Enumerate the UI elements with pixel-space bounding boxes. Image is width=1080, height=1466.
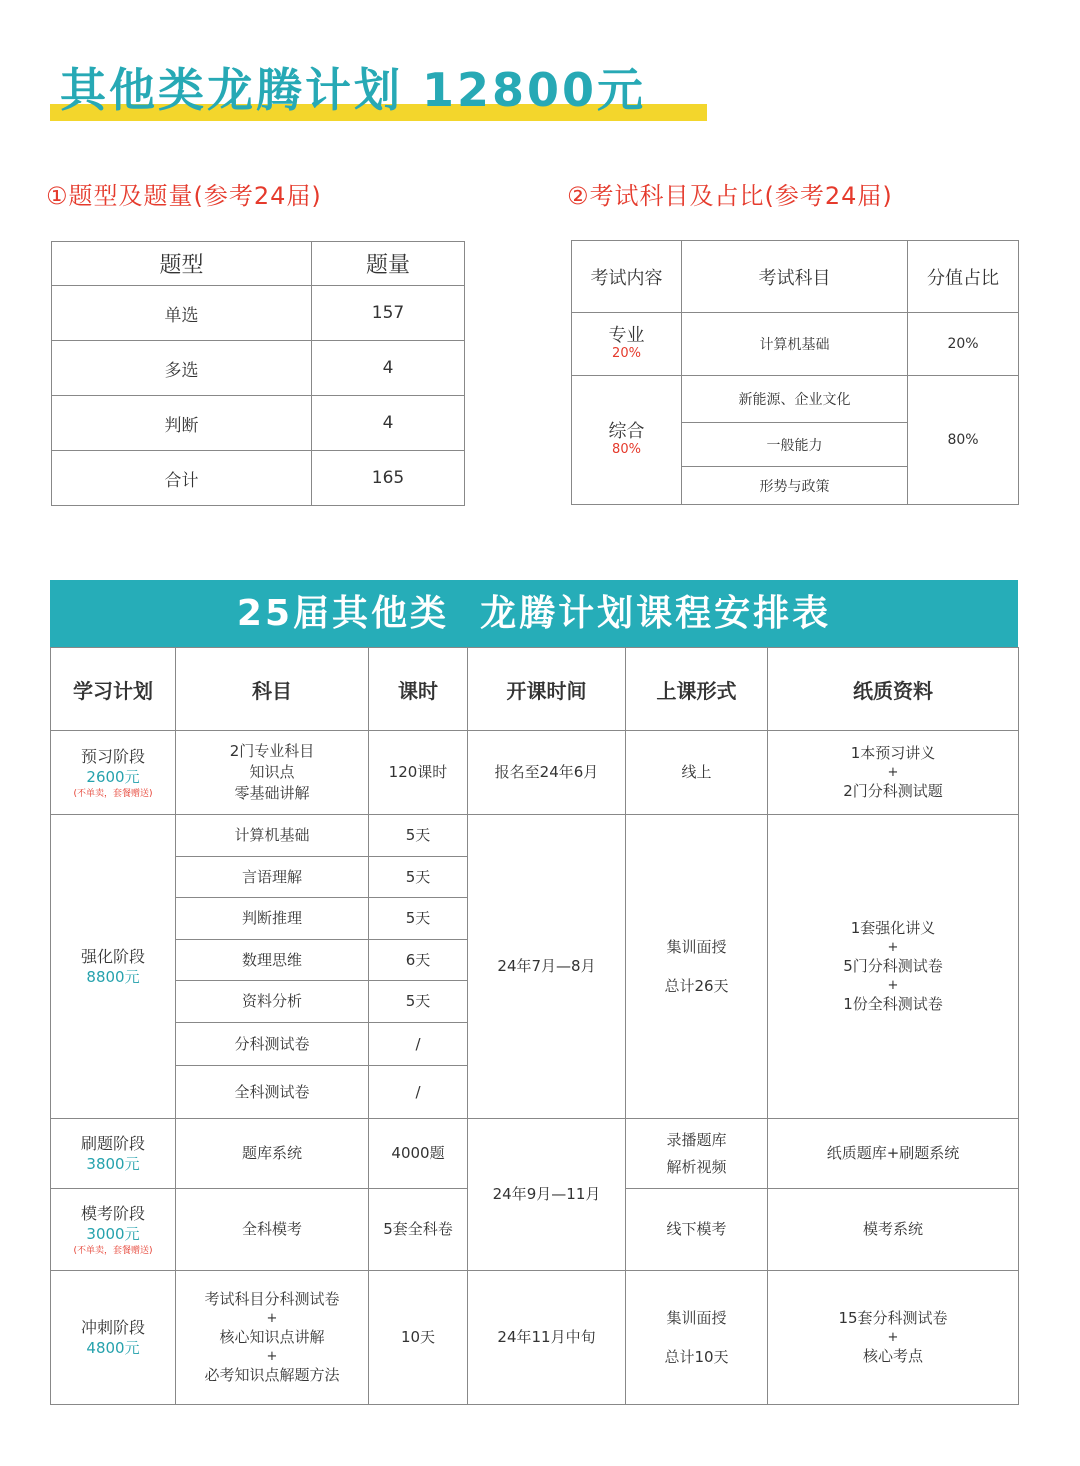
stage-cell [51, 1189, 176, 1271]
question-type-table [51, 241, 465, 506]
table-row-practice [51, 1119, 1019, 1189]
header-start-time: 开课时间 [468, 648, 626, 731]
subject-cell: 新能源、企业文化 [682, 376, 908, 423]
table-row [52, 341, 465, 396]
section1-heading: ①题型及题量(参考24届) [46, 182, 322, 210]
category-percent: 80% [612, 442, 641, 457]
header-subject: 考试科目 [682, 241, 908, 313]
material-line: 2门分科测试题 [843, 782, 943, 800]
header-hours: 课时 [369, 648, 468, 731]
material-line: 核心考点 [862, 1347, 923, 1365]
form-cell [626, 815, 768, 1119]
subject-cell: 判断推理 [176, 898, 369, 940]
header-ratio: 分值占比 [908, 241, 1019, 313]
stage-note: (不单卖，套餐赠送) [73, 788, 153, 799]
stage-price: 8800元 [86, 967, 140, 986]
form-cell: 线上 [626, 731, 768, 815]
subject-cell: 一般能力 [682, 423, 908, 467]
form-line: 集训面授 [666, 1308, 727, 1327]
category-name: 专业 [608, 325, 645, 346]
subject-line: 考试科目分科测试卷 [204, 1290, 340, 1308]
count-cell: 157 [312, 286, 465, 341]
stage-cell [51, 1119, 176, 1189]
form-line: 总计10天 [664, 1347, 729, 1366]
stage-cell [51, 1271, 176, 1405]
table-row-preview [51, 731, 1019, 815]
hours-cell: 6天 [369, 940, 468, 981]
schedule-table [50, 647, 1019, 1405]
table-row [52, 286, 465, 341]
count-cell: 4 [312, 396, 465, 451]
stage-note: (不单卖，套餐赠送) [73, 1245, 153, 1256]
material-plus: + [887, 940, 899, 955]
header-content: 考试内容 [572, 241, 682, 313]
subject-cell: 资料分析 [176, 981, 369, 1023]
stage-price: 4800元 [86, 1338, 140, 1357]
category-major [572, 313, 682, 376]
subject-line: 2门专业科目 [229, 742, 315, 760]
subject-cell: 全科模考 [176, 1189, 369, 1271]
form-line: 录播题库 [666, 1130, 727, 1149]
category-name: 综合 [608, 421, 645, 442]
time-cell: 报名至24年6月 [468, 731, 626, 815]
hours-cell: 10天 [369, 1271, 468, 1405]
table-row [52, 451, 465, 506]
hours-cell: 5天 [369, 981, 468, 1023]
material-line: 1本预习讲义 [850, 744, 936, 762]
stage-price: 3000元 [86, 1224, 140, 1243]
table-row-strengthen [51, 815, 1019, 857]
hours-cell: 5天 [369, 815, 468, 857]
subject-line: 零基础讲解 [234, 784, 310, 802]
subject-cell: 全科测试卷 [176, 1066, 369, 1119]
material-plus: + [887, 1330, 899, 1345]
hours-cell: 5天 [369, 857, 468, 898]
stage-price: 3800元 [86, 1154, 140, 1173]
time-cell: 24年11月中旬 [468, 1271, 626, 1405]
stage-price: 2600元 [86, 767, 140, 786]
stage-name: 模考阶段 [80, 1203, 145, 1223]
subject-cell: 言语理解 [176, 857, 369, 898]
time-cell: 24年9月—11月 [468, 1119, 626, 1271]
stage-cell [51, 731, 176, 815]
form-cell [626, 1271, 768, 1405]
material-plus: + [887, 978, 899, 993]
materials-cell [768, 1271, 1019, 1405]
form-line: 总计26天 [664, 976, 729, 995]
page-title: 其他类龙腾计划 12800元 [60, 63, 647, 117]
subject-cell: 形势与政策 [682, 467, 908, 505]
hours-cell: 120课时 [369, 731, 468, 815]
table-row [572, 376, 1019, 423]
form-line: 集训面授 [666, 937, 727, 956]
table-row [572, 313, 1019, 376]
type-cell: 多选 [52, 341, 312, 396]
stage-name: 强化阶段 [80, 946, 145, 966]
stage-name: 预习阶段 [80, 746, 145, 766]
table-row-sprint [51, 1271, 1019, 1405]
subject-plus: + [266, 1349, 278, 1364]
header-form: 上课形式 [626, 648, 768, 731]
type-cell: 判断 [52, 396, 312, 451]
time-cell: 24年7月—8月 [468, 815, 626, 1119]
form-cell [626, 1119, 768, 1189]
material-plus: + [887, 765, 899, 780]
count-cell: 4 [312, 341, 465, 396]
material-line: 1套强化讲义 [850, 919, 936, 937]
type-cell: 单选 [52, 286, 312, 341]
stage-name: 冲刺阶段 [80, 1317, 145, 1337]
subject-line: 核心知识点讲解 [219, 1328, 325, 1346]
subject-line: 知识点 [249, 763, 295, 781]
stage-cell [51, 815, 176, 1119]
hours-cell: 5天 [369, 898, 468, 940]
type-cell: 合计 [52, 451, 312, 506]
category-general [572, 376, 682, 505]
category-percent: 20% [612, 346, 641, 361]
subject-cell: 计算机基础 [682, 313, 908, 376]
material-line: 1份全科测试卷 [843, 995, 943, 1013]
header-type: 题型 [52, 242, 312, 286]
materials-cell: 纸质题库+刷题系统 [768, 1119, 1019, 1189]
subject-ratio-table [571, 240, 1019, 505]
header-materials: 纸质资料 [768, 648, 1019, 731]
header-plan: 学习计划 [51, 648, 176, 731]
hours-cell: / [369, 1023, 468, 1066]
materials-cell [768, 731, 1019, 815]
count-cell: 165 [312, 451, 465, 506]
materials-cell [768, 815, 1019, 1119]
header-subject: 科目 [176, 648, 369, 731]
header-count: 题量 [312, 242, 465, 286]
ratio-cell: 80% [908, 376, 1019, 505]
form-cell: 线下模考 [626, 1189, 768, 1271]
hours-cell: 5套全科卷 [369, 1189, 468, 1271]
subject-cell: 分科测试卷 [176, 1023, 369, 1066]
hours-cell: 4000题 [369, 1119, 468, 1189]
material-line: 5门分科测试卷 [843, 957, 943, 975]
subject-cell [176, 731, 369, 815]
form-line: 解析视频 [666, 1157, 727, 1176]
subject-cell: 计算机基础 [176, 815, 369, 857]
schedule-banner: 25届其他类 龙腾计划课程安排表 [50, 580, 1018, 647]
subject-cell: 题库系统 [176, 1119, 369, 1189]
ratio-cell: 20% [908, 313, 1019, 376]
stage-name: 刷题阶段 [80, 1133, 145, 1153]
subject-plus: + [266, 1311, 278, 1326]
hours-cell: / [369, 1066, 468, 1119]
materials-cell: 模考系统 [768, 1189, 1019, 1271]
subject-line: 必考知识点解题方法 [204, 1366, 340, 1384]
material-line: 15套分科测试卷 [838, 1309, 948, 1327]
section2-heading: ②考试科目及占比(参考24届) [567, 182, 893, 210]
table-row [52, 396, 465, 451]
subject-cell: 数理思维 [176, 940, 369, 981]
subject-cell [176, 1271, 369, 1405]
